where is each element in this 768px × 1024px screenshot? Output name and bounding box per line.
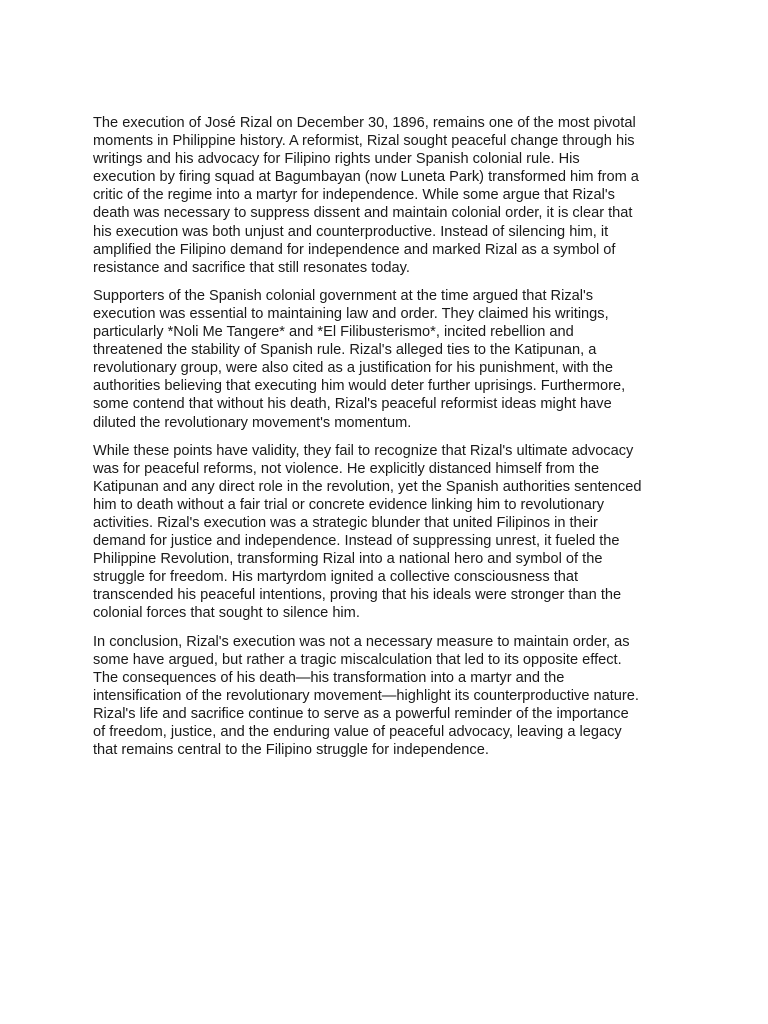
text-line: was for peaceful reforms, not violence. He explicitly distanced himself from the [93,460,600,477]
text-line: threatened the stability of Spanish rule. Rizal's alleged ties to the Katipunan, a [93,342,597,359]
text-line: Supporters of the Spanish colonial government at the time argued that Rizal's [93,287,594,304]
text-line: authorities believing that executing him would deter further uprisings. Furthermore, [93,378,626,395]
text-line: execution was essential to maintaining law and order. They claimed his writings, [93,305,609,322]
text-line: some contend that without his death, Rizal's peaceful reformist ideas might have [93,396,612,413]
text-line: moments in Philippine history. A reformist, Rizal sought peaceful change through his [93,133,635,150]
text-line: Rizal's life and sacrifice continue to serve as a powerful reminder of the importance [93,705,629,722]
text-line: death was necessary to suppress dissent and maintain colonial order, it is clear that [93,205,633,222]
text-line: of freedom, justice, and the enduring value of peaceful advocacy, leaving a legacy [93,724,622,740]
text-line: resistance and sacrifice that still resonates today. [93,259,410,276]
document-body [93,114,685,769]
paragraph-1 [93,114,685,277]
text-line: him to death without a fair trial or concrete evidence linking him to revolutionary [93,496,605,513]
text-line: writings and his advocacy for Filipino rights under Spanish colonial rule. His [93,151,580,168]
text-line: critic of the regime into a martyr for independence. While some argue that Rizal's [93,187,615,204]
text-line: that remains central to the Filipino struggle for independence. [93,742,489,759]
text-line: amplified the Filipino demand for independence and marked Rizal as a symbol of [93,241,616,258]
text-line: In conclusion, Rizal's execution was not a necessary measure to maintain order, as [93,633,630,650]
paragraph-4 [93,633,685,760]
text-line: struggle for freedom. His martyrdom ignited a collective consciousness that [93,569,579,586]
text-line: The consequences of his death—his transformation into a martyr and the [93,669,565,686]
text-line: Katipunan and any direct role in the revolution, yet the Spanish authorities sentenced [93,478,642,495]
paragraph-2 [93,287,685,432]
text-line: his execution was both unjust and counterproductive. Instead of silencing him, it [93,223,609,240]
text-line: execution by firing squad at Bagumbayan (now Luneta Park) transformed him from a [93,169,639,186]
text-line: some have argued, but rather a tragic miscalculation that led to its opposite effect. [93,651,622,668]
text-line: demand for justice and independence. Instead of suppressing unrest, it fueled the [93,533,620,550]
text-line: Philippine Revolution, transforming Rizal into a national hero and symbol of the [93,551,603,568]
text-line: intensification of the revolutionary movement—highlight its counterproductive nature. [93,687,639,704]
text-line: particularly *Noli Me Tangere* and *El Filibusterismo*, incited rebellion and [93,324,574,341]
text-line: colonial forces that sought to silence him. [93,605,360,622]
text-line: The execution of José Rizal on December 30, 1896, remains one of the most pivotal [93,115,636,131]
text-line: diluted the revolutionary movement's momentum. [93,414,412,431]
text-line: transcended his peaceful intentions, proving that his ideals were stronger than the [93,587,622,604]
paragraph-3 [93,442,685,623]
text-line: While these points have validity, they fail to recognize that Rizal's ultimate advocacy [93,442,634,459]
text-line: revolutionary group, were also cited as a justification for his punishment, with the [93,360,613,377]
text-line: activities. Rizal's execution was a strategic blunder that united Filipinos in their [93,514,598,531]
